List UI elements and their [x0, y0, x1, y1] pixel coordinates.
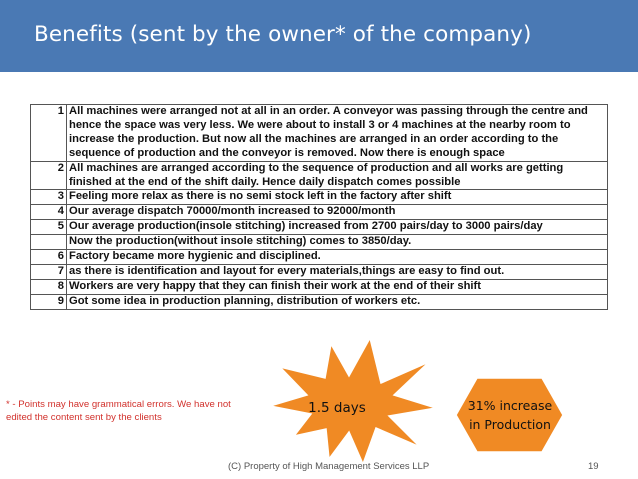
grammar-footnote: * - Points may have grammatical errors. We have not edited the content sent by the clients — [6, 399, 231, 424]
row-number: 8 — [31, 279, 67, 294]
row-text: All machines are arranged according to the sequence of production and all works are getting finished at the end of the shift daily. Hence daily dispatch comes possible — [67, 161, 608, 190]
row-number: 9 — [31, 294, 67, 309]
row-text: Feeling more relax as there is no semi stock left in the factory after shift — [67, 190, 608, 205]
row-text: Got some idea in production planning, distribution of workers etc. — [67, 294, 608, 309]
row-text: Our average production(insole stitching) increased from 2700 pairs/day to 3000 pairs/day — [67, 220, 608, 235]
row-text: Factory became more hygienic and disciplined. — [67, 250, 608, 265]
row-number: 7 — [31, 264, 67, 279]
row-number: 4 — [31, 205, 67, 220]
row-number: 6 — [31, 250, 67, 265]
slide-title: Benefits (sent by the owner* of the company) — [34, 22, 532, 47]
row-number: 1 — [31, 105, 67, 162]
row-text: Our average dispatch 70000/month increased to 92000/month — [67, 205, 608, 220]
row-text: Now the production(without insole stitching) comes to 3850/day. — [67, 235, 608, 250]
page-number: 19 — [588, 461, 599, 472]
starburst-label: 1.5 days — [308, 400, 366, 416]
row-number: 3 — [31, 190, 67, 205]
row-text: All machines were arranged not at all in an order. A conveyor was passing through the centre and hence the space was very less. We were about to install 3 or 4 machines at the nearby room to increase the production. But now all the machines are arranged in an order according to the sequence of production and the conveyor is removed. Now there is enough space — [67, 105, 608, 162]
row-text: as there is identification and layout for every materials,things are easy to find out. — [67, 264, 608, 279]
row-number: 5 — [31, 220, 67, 235]
row-number: 2 — [31, 161, 67, 190]
row-text: Workers are very happy that they can finish their work at the end of their shift — [67, 279, 608, 294]
hexagon-label: 31% increase in Production — [467, 398, 553, 432]
footer-copyright: (C) Property of High Management Services LLP — [228, 461, 430, 472]
